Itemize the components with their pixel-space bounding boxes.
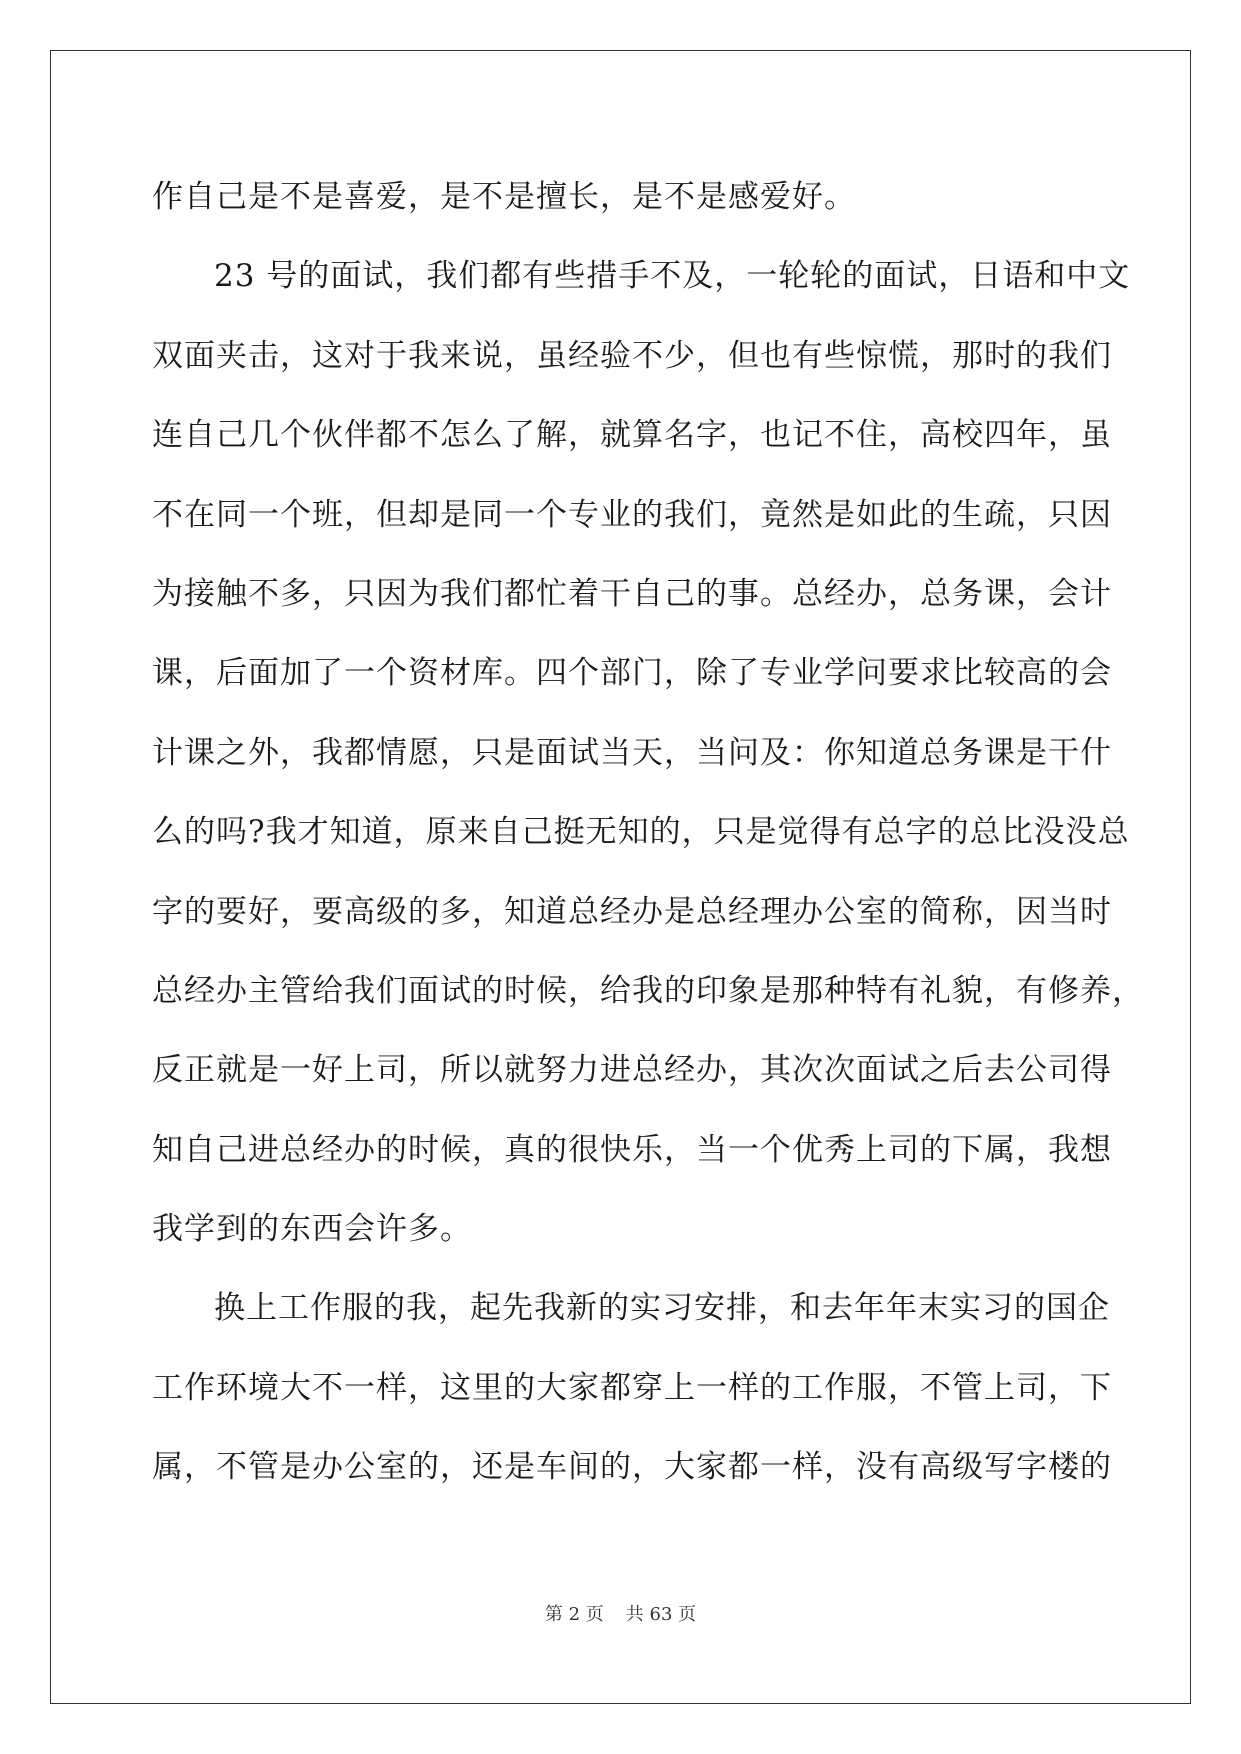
text-line: 总经办主管给我们面试的时候，给我的印象是那种特有礼貌，有修养， (152, 972, 1144, 1009)
text-line: 么的吗?我才知道，原来自己挺无知的，只是觉得有总字的总比没没总 (152, 814, 1130, 851)
text-line: 工作环境大不一样，这里的大家都穿上一样的工作服，不管上司，下 (152, 1369, 1112, 1406)
text-line: 不在同一个班，但却是同一个专业的我们，竟然是如此的生疏，只因 (152, 496, 1112, 533)
page-number: 第 2 页 (544, 1604, 604, 1625)
text-line: 作自己是不是喜爱，是不是擅长，是不是感爱好。 (152, 179, 856, 215)
document-body (152, 158, 1144, 1508)
text-line: 23 号的面试，我们都有些措手不及，一轮轮的面试，日语和中文 (214, 258, 1131, 295)
text-line: 属，不管是办公室的，还是车间的，大家都一样，没有高级写字楼的 (152, 1449, 1112, 1486)
text-line: 知自己进总经办的时候，真的很快乐，当一个优秀上司的下属，我想 (152, 1131, 1112, 1168)
page-total: 共 63 页 (625, 1604, 697, 1625)
text-line: 我学到的东西会许多。 (152, 1211, 472, 1248)
text-line: 字的要好，要高级的多，知道总经办是总经理办公室的简称，因当时 (152, 893, 1112, 930)
page-footer (0, 1600, 1241, 1626)
text-line: 反正就是一好上司，所以就努力进总经办，其次次面试之后去公司得 (152, 1052, 1112, 1089)
text-line: 课，后面加了一个资材库。四个部门，除了专业学问要求比较高的会 (152, 655, 1112, 692)
text-line: 换上工作服的我，起先我新的实习安排，和去年年末实习的国企 (214, 1290, 1110, 1327)
text-line: 连自己几个伙伴都不怎么了解，就算名字，也记不住，高校四年，虽 (152, 417, 1112, 454)
text-line: 为接触不多，只因为我们都忙着干自己的事。总经办，总务课，会计 (152, 575, 1112, 612)
text-line: 双面夹击，这对于我来说，虽经验不少，但也有些惊慌，那时的我们 (152, 337, 1112, 374)
text-line: 计课之外，我都情愿，只是面试当天，当问及：你知道总务课是干什 (152, 734, 1112, 771)
